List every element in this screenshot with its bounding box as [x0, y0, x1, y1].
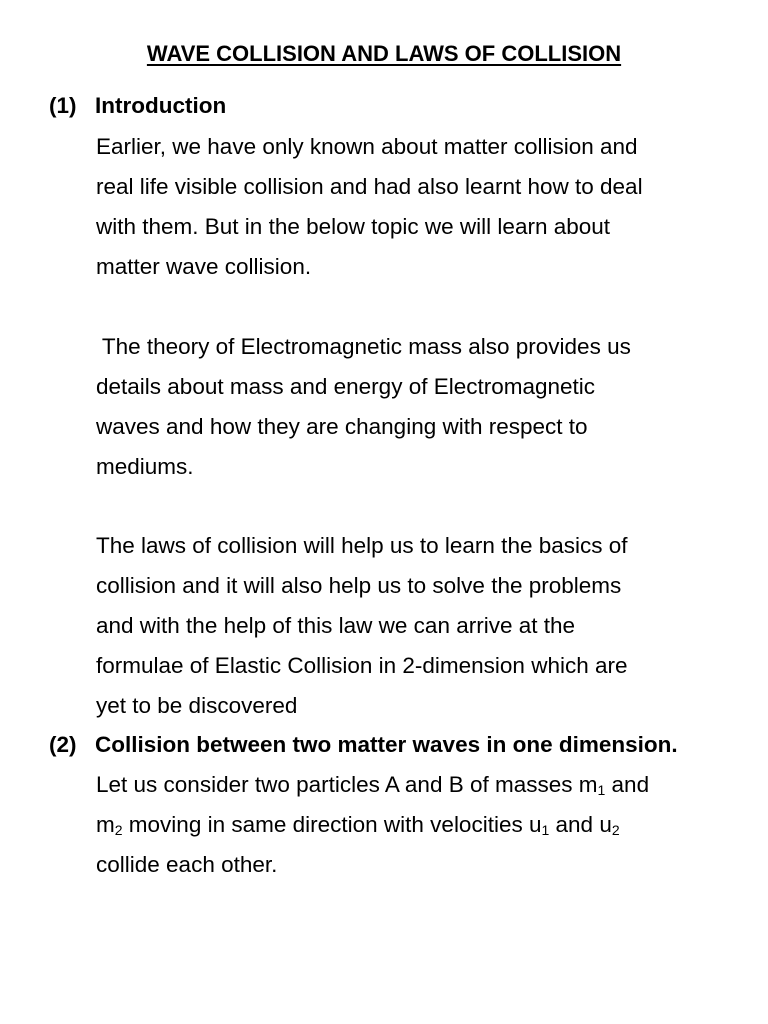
- text-line: [96, 805, 736, 845]
- text-line: mediums.: [96, 454, 194, 479]
- text-line: real life visible collision and had also learnt how to deal: [96, 174, 643, 199]
- text-line: and with the help of this law we can arrive at the: [96, 613, 576, 638]
- section-1-number: (1): [49, 93, 77, 118]
- text-fragment: moving in same direction with velocities u: [122, 812, 542, 837]
- text-fragment: and: [605, 772, 650, 797]
- intro-paragraph-3: [96, 526, 736, 726]
- text-line: details about mass and energy of Electromagnetic: [96, 374, 596, 399]
- text-line: collide each other.: [96, 852, 278, 877]
- section-2-paragraph: [96, 765, 736, 885]
- text-fragment: and u: [549, 812, 612, 837]
- intro-paragraph-2: [96, 327, 736, 487]
- intro-paragraph-1: [96, 127, 736, 287]
- subscript: 2: [611, 822, 620, 838]
- section-2-heading: [49, 730, 678, 760]
- text-line: collision and it will also help us to solve the problems: [96, 573, 622, 598]
- text-line: Earlier, we have only known about matter collision and: [96, 134, 638, 159]
- text-line: waves and how they are changing with respect to: [96, 414, 588, 439]
- text-line: matter wave collision.: [96, 254, 312, 279]
- section-2-title: Collision between two matter waves in one dimension.: [95, 732, 678, 757]
- subscript: 2: [114, 822, 123, 838]
- text-line: [96, 765, 736, 805]
- section-2-number: (2): [49, 732, 77, 757]
- text-line: with them. But in the below topic we will learn about: [96, 214, 611, 239]
- text-fragment: m: [96, 812, 115, 837]
- text-line: The laws of collision will help us to learn the basics of: [96, 533, 628, 558]
- text-line: The theory of Electromagnetic mass also provides us: [96, 334, 631, 359]
- text-line: yet to be discovered: [96, 693, 298, 718]
- section-1-title: Introduction: [95, 93, 227, 118]
- text-line: formulae of Elastic Collision in 2-dimension which are: [96, 653, 628, 678]
- page-title: WAVE COLLISION AND LAWS OF COLLISION: [146, 41, 622, 66]
- subscript: 1: [597, 782, 606, 798]
- section-1-heading: [49, 91, 226, 121]
- text-fragment: Let us consider two particles A and B of masses m: [96, 772, 598, 797]
- subscript: 1: [541, 822, 550, 838]
